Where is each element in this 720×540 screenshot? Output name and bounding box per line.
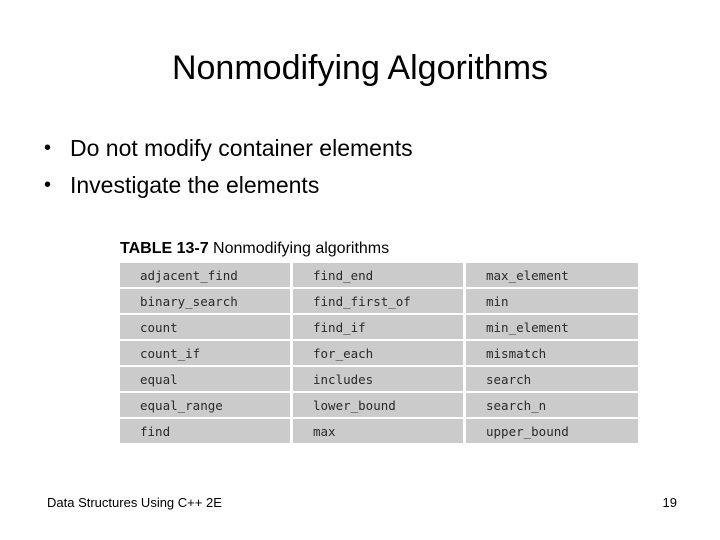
bullet-item (44, 167, 413, 204)
table-cell: find (120, 419, 290, 443)
bullet-dot-icon: • (44, 174, 52, 196)
bullet-list (44, 130, 413, 204)
table-row (120, 263, 638, 289)
table-cell: includes (290, 367, 463, 393)
table-row (120, 367, 638, 393)
table-row (120, 341, 638, 367)
table-cell: count (120, 315, 290, 341)
table-cell: equal_range (120, 393, 290, 419)
algorithms-table (120, 263, 638, 443)
table-cell: search_n (463, 393, 638, 419)
table-cell: find_if (290, 315, 463, 341)
table-cell: max_element (463, 263, 638, 289)
table-row (120, 315, 638, 341)
table-caption (120, 238, 389, 260)
bullet-text: Investigate the elements (70, 172, 320, 198)
table-caption-label: TABLE 13-7 (120, 240, 209, 257)
table-cell: find_first_of (290, 289, 463, 315)
table-row (120, 289, 638, 315)
table-cell: find_end (290, 263, 463, 289)
table-cell: search (463, 367, 638, 393)
table-cell: min_element (463, 315, 638, 341)
table-cell: adjacent_find (120, 263, 290, 289)
table-row (120, 393, 638, 419)
footer-course-title: Data Structures Using C++ 2E (47, 495, 222, 510)
table-cell: max (290, 419, 463, 443)
table-cell: mismatch (463, 341, 638, 367)
table-cell: min (463, 289, 638, 315)
page-number: 19 (662, 495, 677, 510)
bullet-item (44, 130, 413, 167)
bullet-text: Do not modify container elements (70, 135, 413, 161)
table-row (120, 419, 638, 443)
table-cell: count_if (120, 341, 290, 367)
table-cell: binary_search (120, 289, 290, 315)
table-cell: equal (120, 367, 290, 393)
table-cell: upper_bound (463, 419, 638, 443)
slide-title: Nonmodifying Algorithms (171, 49, 549, 87)
bullet-dot-icon: • (44, 137, 52, 159)
table-cell: for_each (290, 341, 463, 367)
table-caption-text: Nonmodifying algorithms (208, 240, 390, 257)
table-cell: lower_bound (290, 393, 463, 419)
